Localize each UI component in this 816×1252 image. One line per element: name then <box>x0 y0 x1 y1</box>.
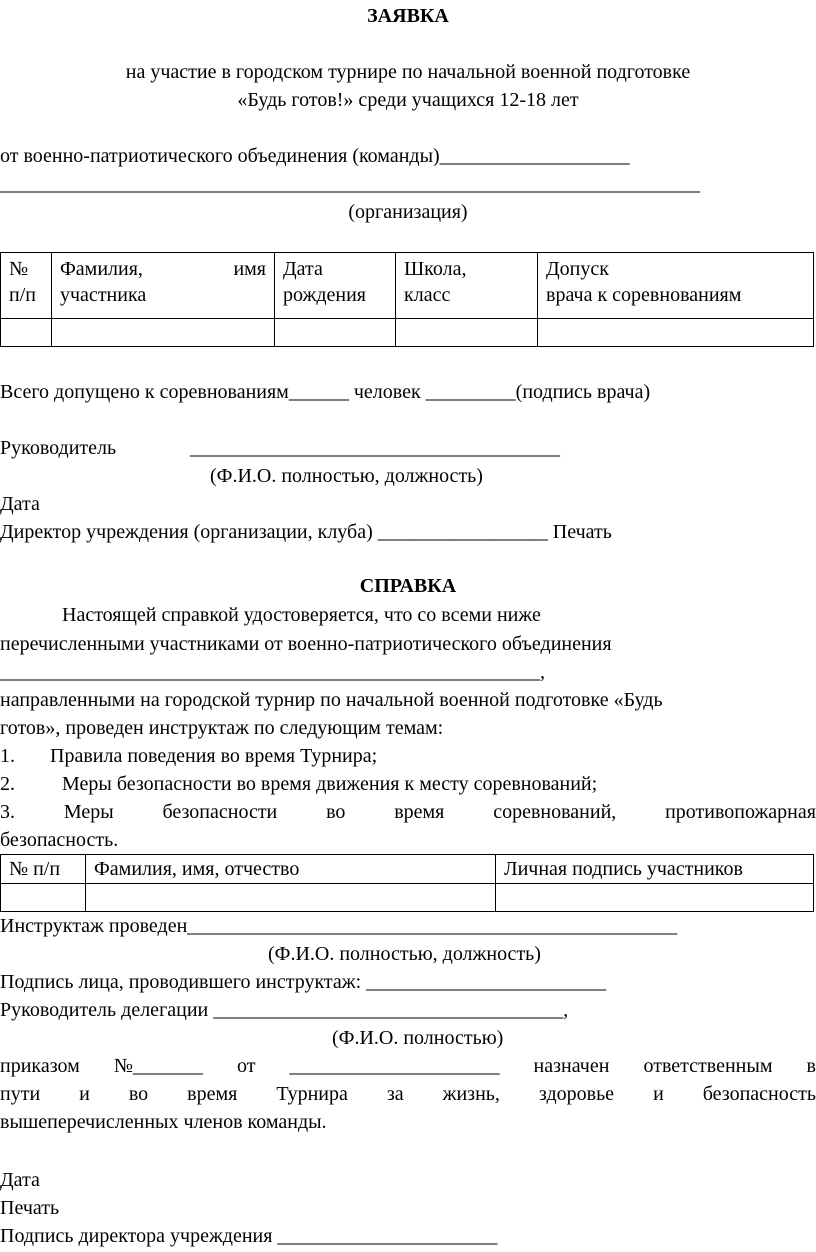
certificate-paragraph-line: готов», проведен инструктаж по следующим темам: <box>0 717 444 739</box>
header-school: Школа, класс <box>396 253 538 319</box>
table-cell[interactable] <box>275 319 396 347</box>
instructor-signature-line: Подпись лица, проводившего инструктаж: ________________________ <box>0 971 607 993</box>
application-title: ЗАЯВКА <box>367 5 449 27</box>
certificate-paragraph-line: Настоящей справкой удостоверяется, что со всеми ниже <box>62 604 541 626</box>
admitted-count-line: Всего допущено к соревнованиям______ человек _________(подпись врача) <box>0 381 651 403</box>
header-number: № п/п <box>1 253 52 319</box>
table-cell[interactable] <box>396 319 538 347</box>
director-signature-line: Директор учреждения (организации, клуба) _________________ Печать <box>0 521 612 543</box>
header-birthdate: Дата рождения <box>275 253 396 319</box>
header-doctor-approval: Допуск врача к соревнованиям <box>538 253 814 319</box>
certificate-stamp-label: Печать <box>0 1197 60 1219</box>
instructed-by-line: Инструктаж проведен_________________________________________________ <box>0 915 678 937</box>
header-number: № п/п <box>1 855 86 884</box>
list-item-continuation: безопасность. <box>0 829 119 851</box>
instructed-by-caption: (Ф.И.О. полностью, должность) <box>268 943 541 965</box>
certificate-title: СПРАВКА <box>359 575 457 597</box>
list-item-number: 1. <box>0 745 15 767</box>
delegation-leader-caption: (Ф.И.О. полностью) <box>332 1027 504 1049</box>
table-header-row <box>1 253 814 319</box>
organization-blank-line: ______________________________________________________________________ <box>0 173 700 195</box>
leader-signature-line: _____________________________________ <box>190 437 560 459</box>
header-full-name: Фамилия, имя, отчество <box>86 855 496 884</box>
certificate-paragraph-line: ______________________________________________________, <box>0 661 545 683</box>
order-line: приказом №_______ от _____________________ назначен ответственным в <box>0 1055 816 1077</box>
certificate-paragraph-line: направленными на городской турнир по начальной военной подготовке «Будь <box>0 689 663 711</box>
certificate-paragraph-line: перечисленными участниками от военно-патриотического объединения <box>0 633 612 655</box>
leader-label: Руководитель <box>0 437 117 459</box>
header-signature: Личная подпись участников <box>496 855 814 884</box>
list-item: Правила поведения во время Турнира; <box>50 745 378 767</box>
application-subtitle-line2: «Будь готов!» среди учащихся 12-18 лет <box>237 89 579 111</box>
header-name: Фамилия, имя участника <box>52 253 275 319</box>
table-cell[interactable] <box>496 884 814 912</box>
table-cell[interactable] <box>86 884 496 912</box>
delegation-leader-line: Руководитель делегации ___________________________________, <box>0 999 569 1021</box>
table-cell[interactable] <box>1 884 86 912</box>
organization-caption: (организация) <box>348 201 468 223</box>
table-header-row <box>1 855 814 884</box>
leader-caption: (Ф.И.О. полностью, должность) <box>210 465 483 487</box>
list-item-number: 2. <box>0 773 15 795</box>
table-cell[interactable] <box>1 319 52 347</box>
from-team-line: от военно-патриотического объединения (команды)___________________ <box>0 145 630 167</box>
order-line: пути и во время Турнира за жизнь, здоровье и безопасность <box>0 1083 816 1105</box>
table-row <box>1 319 814 347</box>
table-cell[interactable] <box>52 319 275 347</box>
list-item: 3. Меры безопасности во время соревнований, противопожарная <box>0 801 816 823</box>
instruction-table <box>0 854 814 912</box>
application-date-label: Дата <box>0 493 40 515</box>
director-signature-line: Подпись директора учреждения ______________________ <box>0 1225 498 1247</box>
table-row <box>1 884 814 912</box>
order-line: вышеперечисленных членов команды. <box>0 1111 327 1133</box>
list-item: Меры безопасности во время движения к месту соревнований; <box>62 773 598 795</box>
application-subtitle-line1: на участие в городском турнире по начальной военной подготовке <box>125 61 691 83</box>
certificate-date-label: Дата <box>0 1169 40 1191</box>
participants-table <box>0 252 814 347</box>
table-cell[interactable] <box>538 319 814 347</box>
